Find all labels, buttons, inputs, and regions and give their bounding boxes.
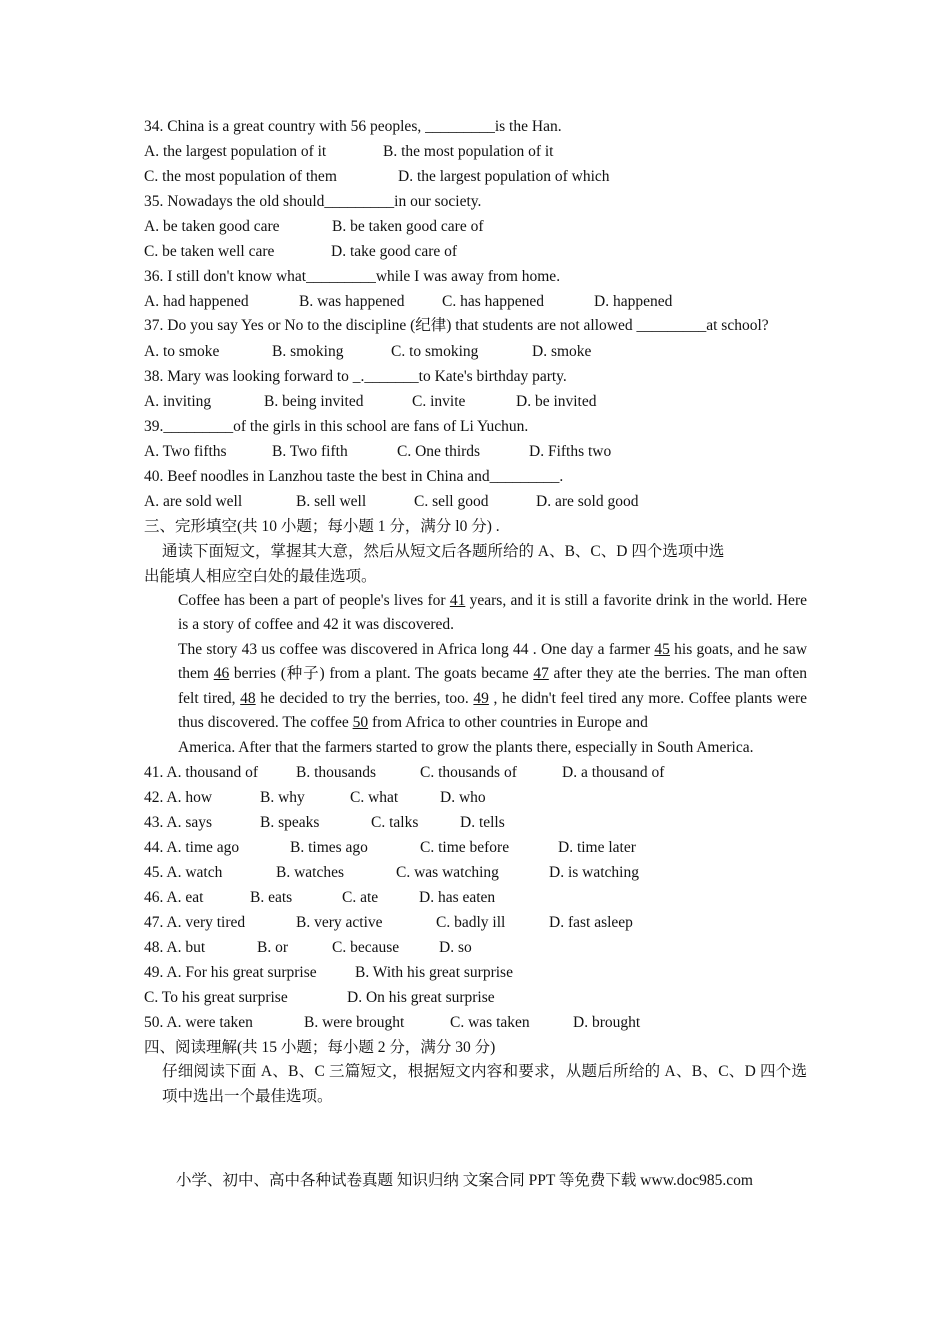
cloze-45-options: [144, 860, 807, 885]
page-footer: 小学、初中、高中各种试卷真题 知识归纳 文案合同 PPT 等免费下载 www.doc985.com: [176, 1172, 753, 1189]
q39-option-a: A. Two fifths: [144, 442, 227, 460]
blank-49: 49: [473, 689, 489, 707]
q39-option-c: C. One thirds: [397, 442, 481, 460]
q37-option-c: C. to smoking: [391, 342, 479, 360]
section3-instructions-1: 通读下面短文，掌握其大意，然后从短文后各题所给的 A、B、C、D 四个选项中选: [162, 542, 725, 560]
p2-text-1: The story 43 us coffee was discovered in Africa long 44 . One day a farmer: [178, 640, 655, 658]
q38-option-a: A. inviting: [144, 392, 212, 410]
q39-option-b: B. Two fifth: [272, 442, 348, 460]
section4-title: 四、阅读理解(共 15 小题；每小题 2 分，满分 30 分): [144, 1039, 496, 1056]
cloze-49-options-cd: [144, 985, 807, 1010]
cloze-50-c: C. was taken: [450, 1014, 530, 1031]
cloze-41-d: D. a thousand of: [562, 764, 665, 781]
q40-option-b: B. sell well: [296, 492, 367, 510]
passage-paragraph-1: [144, 589, 807, 638]
q38-option-b: B. being invited: [264, 392, 364, 410]
q38-option-d: D. be invited: [516, 392, 597, 410]
cloze-45-d: D. is watching: [549, 864, 639, 881]
cloze-44-options: [144, 835, 807, 860]
q37-option-d: D. smoke: [532, 342, 592, 360]
exam-page: [144, 114, 807, 1109]
cloze-43-b: B. speaks: [260, 814, 320, 831]
cloze-47-a: 47. A. very tired: [144, 914, 246, 931]
cloze-50-options: [144, 1010, 807, 1035]
q35-options-cd: [144, 239, 807, 264]
q36-option-a: A. had happened: [144, 293, 249, 310]
p2-text-6: , he didn't feel tired any more. Coffee plants were thus discovered. The coffee: [178, 689, 807, 731]
q38-option-c: C. invite: [412, 392, 466, 410]
q40-option-d: D. are sold good: [536, 492, 639, 510]
cloze-47-d: D. fast asleep: [549, 914, 633, 931]
p2-text-5: he decided to try the berries, too.: [255, 689, 474, 707]
blank-45: 45: [654, 640, 670, 658]
cloze-48-c: C. because: [332, 939, 400, 956]
p2-text-2: his goats, and he saw them: [178, 640, 808, 682]
cloze-50-b: B. were brought: [304, 1014, 405, 1031]
cloze-50-d: D. brought: [573, 1014, 641, 1031]
cloze-42-b: B. why: [260, 789, 305, 806]
cloze-41-b: B. thousands: [296, 764, 377, 781]
q40-option-a: A. are sold well: [144, 492, 243, 510]
cloze-43-d: D. tells: [460, 814, 505, 831]
cloze-49-a: 49. A. For his great surprise: [144, 964, 317, 981]
q40-option-c: C. sell good: [414, 492, 489, 510]
p1-text-2: years, and it is still a favorite drink in the world. Here is a story of coffee and 42 it was discovered.: [178, 591, 807, 633]
q38-options: [144, 389, 807, 414]
cloze-46-d: D. has eaten: [419, 889, 496, 906]
cloze-48-d: D. so: [439, 939, 472, 956]
q37-option-a: A. to smoke: [144, 342, 220, 360]
cloze-47-options: [144, 910, 807, 935]
q39-stem: 39._________of the girls in this school are fans of Li Yuchun.: [144, 417, 529, 435]
q35-option-d: D. take good care of: [331, 243, 458, 260]
p2-text-7: from Africa to other countries in Europe and: [368, 714, 648, 731]
cloze-46-options: [144, 885, 807, 910]
q36-stem: 36. I still don't know what_________while I was away from home.: [144, 268, 561, 285]
blank-50: 50: [352, 714, 369, 731]
q39-option-d: D. Fifths two: [529, 442, 612, 460]
cloze-48-options: [144, 935, 807, 960]
passage-paragraph-3: America. After that the farmers started to grow the plants there, especially in South America.: [178, 738, 754, 756]
cloze-47-c: C. badly ill: [436, 914, 506, 931]
q35-option-c: C. be taken well care: [144, 243, 275, 260]
q38-stem: 38. Mary was looking forward to _._______to Kate's birthday party.: [144, 367, 567, 385]
q35-stem: 35. Nowadays the old should_________in our society.: [144, 193, 482, 210]
cloze-46-a: 46. A. eat: [144, 889, 204, 906]
q34-stem: 34. China is a great country with 56 peoples, _________is the Han.: [144, 118, 562, 135]
cloze-44-c: C. time before: [420, 839, 510, 856]
cloze-48-a: 48. A. but: [144, 939, 206, 956]
cloze-42-options: [144, 785, 807, 810]
p2-text-3: berries (种子) from a plant. The goats became: [229, 665, 534, 682]
q35-option-b: B. be taken good care of: [332, 218, 484, 235]
blank-48: 48: [240, 689, 256, 707]
q35-option-a: A. be taken good care: [144, 218, 280, 235]
q36-options: [144, 289, 807, 314]
p2-text-4: after they ate the berries. The man often felt tired,: [178, 665, 807, 707]
q34-option-c: C. the most population of them: [144, 168, 337, 185]
cloze-43-options: [144, 810, 807, 835]
q36-option-c: C. has happened: [442, 293, 545, 310]
cloze-45-b: B. watches: [276, 864, 345, 881]
q34-options-ab: [144, 139, 807, 164]
cloze-49-c: C. To his great surprise: [144, 989, 288, 1006]
section3-instructions-2: 出能填人相应空白处的最佳选项。: [144, 567, 377, 585]
cloze-42-c: C. what: [350, 789, 399, 806]
q36-option-d: D. happened: [594, 293, 673, 310]
cloze-49-b: B. With his great surprise: [355, 964, 513, 981]
q36-option-b: B. was happened: [299, 293, 405, 310]
q35-options-ab: [144, 214, 807, 239]
q34-option-d: D. the largest population of which: [398, 168, 610, 185]
passage-paragraph-2: [144, 638, 807, 736]
q40-stem: 40. Beef noodles in Lanzhou taste the best in China and_________.: [144, 467, 564, 485]
cloze-46-b: B. eats: [250, 889, 293, 906]
cloze-44-d: D. time later: [558, 839, 636, 856]
cloze-42-d: D. who: [440, 789, 486, 806]
cloze-49-d: D. On his great surprise: [347, 989, 495, 1006]
cloze-41-a: 41. A. thousand of: [144, 764, 259, 781]
section3-title: 三、完形填空(共 10 小题；每小题 1 分，满分 l0 分) .: [144, 517, 500, 535]
q34-option-a: A. the largest population of it: [144, 143, 327, 160]
cloze-45-a: 45. A. watch: [144, 864, 223, 881]
cloze-43-c: C. talks: [371, 814, 419, 831]
q40-options: [144, 489, 807, 514]
cloze-48-b: B. or: [257, 939, 288, 956]
blank-46: 46: [213, 665, 230, 682]
cloze-46-c: C. ate: [342, 889, 379, 906]
cloze-41-c: C. thousands of: [420, 764, 517, 781]
cloze-50-a: 50. A. were taken: [144, 1014, 253, 1031]
blank-47: 47: [533, 665, 549, 682]
q37-options: [144, 339, 807, 364]
cloze-47-b: B. very active: [296, 914, 383, 931]
q34-option-b: B. the most population of it: [383, 143, 554, 160]
blank-41: 41: [449, 591, 466, 609]
cloze-49-options-ab: [144, 960, 807, 985]
cloze-45-c: C. was watching: [396, 864, 499, 881]
section4-instructions: 仔细阅读下面 A、B、C 三篇短文，根据短文内容和要求，从题后所给的 A、B、C、D 四个选项中选出一个最佳选项。: [162, 1063, 807, 1105]
q34-options-cd: [144, 164, 807, 189]
cloze-42-a: 42. A. how: [144, 789, 213, 806]
q37-option-b: B. smoking: [272, 342, 344, 360]
cloze-44-b: B. times ago: [290, 839, 368, 856]
cloze-44-a: 44. A. time ago: [144, 839, 240, 856]
cloze-43-a: 43. A. says: [144, 814, 213, 831]
p1-text-1: Coffee has been a part of people's lives for: [178, 591, 450, 609]
q39-options: [144, 439, 807, 464]
q37-stem: 37. Do you say Yes or No to the discipline (纪律) that students are not allowed _________at school?: [144, 317, 769, 334]
cloze-41-options: [144, 760, 807, 785]
